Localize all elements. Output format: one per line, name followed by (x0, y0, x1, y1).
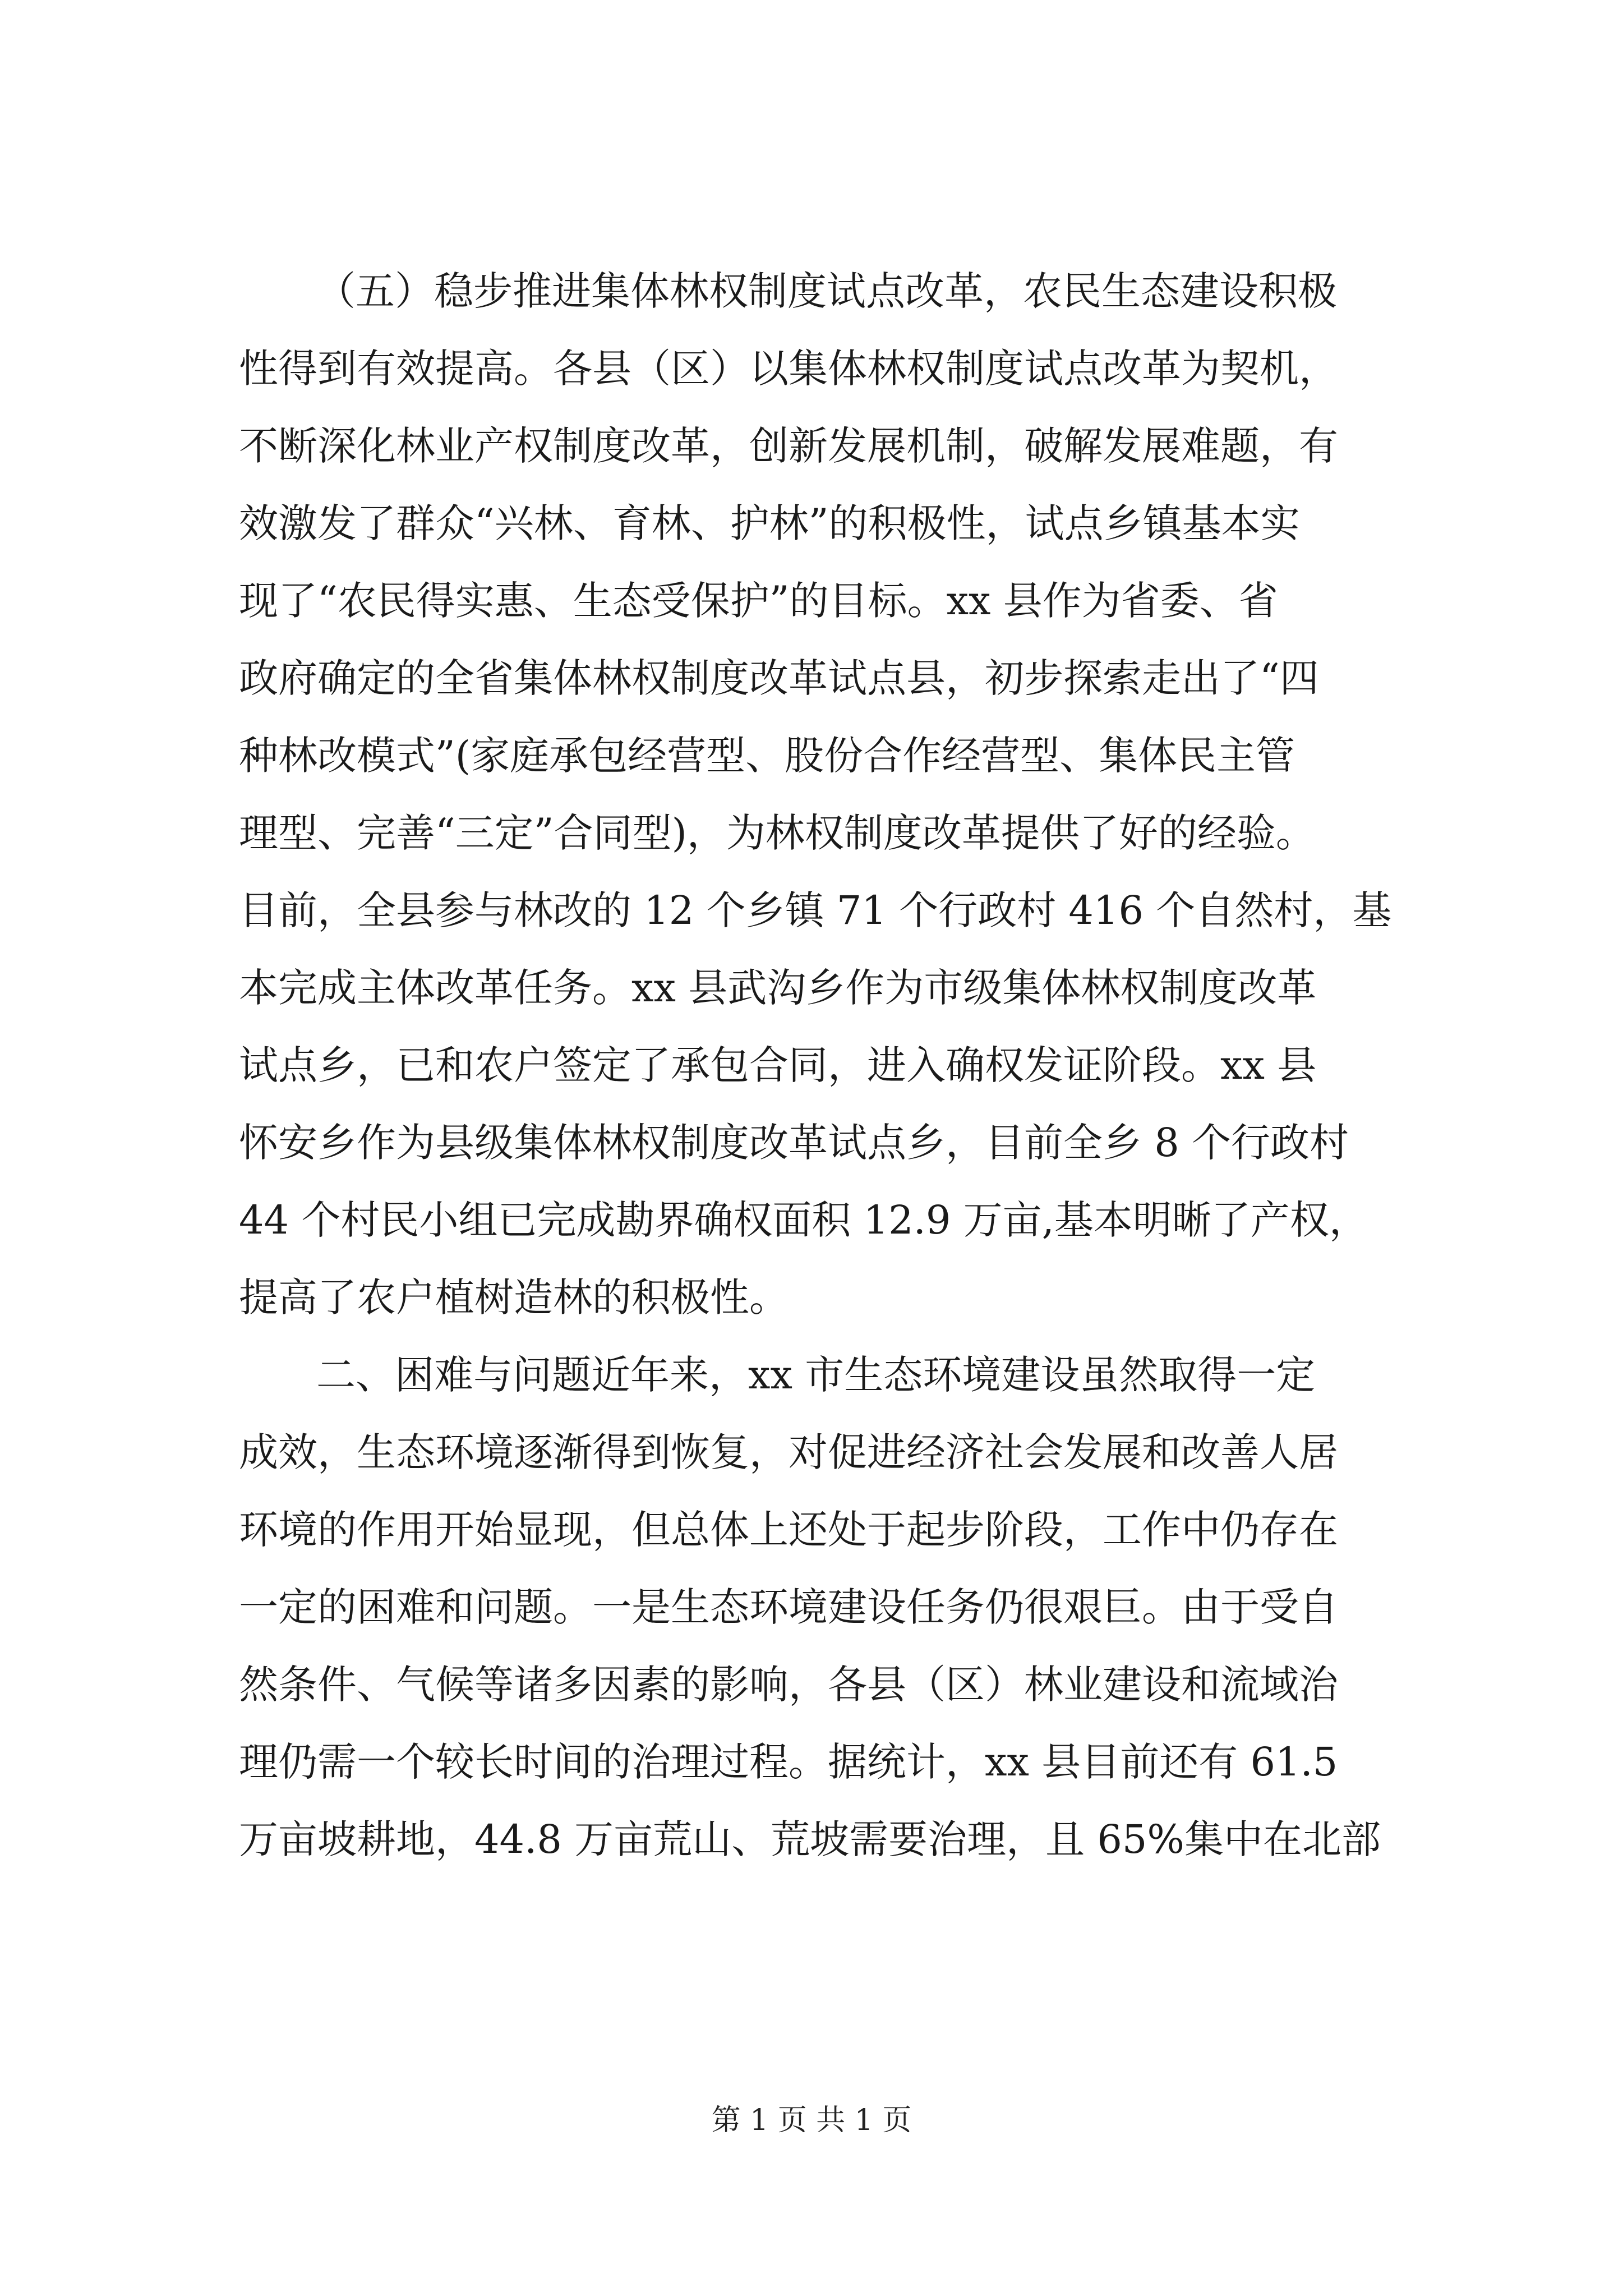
paragraph-2 (239, 1336, 1417, 1878)
paragraph-line: 性得到有效提高。各县（区）以集体林权制度试点改革为契机， (239, 346, 1338, 392)
paragraph-line: （五）稳步推进集体林权制度试点改革，农民生态建设积极 (316, 268, 1337, 314)
paragraph-line: 理仍需一个较长时间的治理过程。据统计，xx 县目前还有 61.5 (239, 1739, 1338, 1785)
paragraph-line: 44 个村民小组已完成勘界确权面积 12.9 万亩,基本明晰了产权， (239, 1197, 1368, 1243)
paragraph-line: 目前，全县参与林改的 12 个乡镇 71 个行政村 416 个自然村，基 (239, 887, 1392, 933)
paragraph-line: 提高了农户植树造林的积极性。 (239, 1274, 789, 1320)
paragraph-line: 然条件、气候等诸多因素的影响，各县（区）林业建设和流域治 (239, 1662, 1338, 1708)
paragraph-line: 一定的困难和问题。一是生态环境建设任务仍很艰巨。由于受自 (239, 1584, 1338, 1630)
paragraph-line: 不断深化林业产权制度改革，创新发展机制，破解发展难题，有 (239, 423, 1338, 469)
paragraph-line: 试点乡，已和农户签定了承包合同，进入确权发证阶段。xx 县 (239, 1042, 1317, 1088)
paragraph-line: 现了“农民得实惠、生态受保护”的目标。xx 县作为省委、省 (239, 578, 1278, 624)
paragraph-line: 理型、完善“三定”合同型)，为林权制度改革提供了好的经验。 (239, 810, 1315, 856)
page-footer: 第 1 页 共 1 页 (711, 2104, 912, 2137)
paragraph-line: 二、困难与问题近年来，xx 市生态环境建设虽然取得一定 (316, 1352, 1316, 1398)
paragraph-line: 成效，生态环境逐渐得到恢复，对促进经济社会发展和改善人居 (239, 1429, 1338, 1475)
document-body (239, 252, 1417, 1878)
paragraph-line: 万亩坡耕地，44.8 万亩荒山、荒坡需要治理，且 65%集中在北部 (239, 1816, 1381, 1862)
paragraph-1 (239, 252, 1417, 1336)
paragraph-line: 环境的作用开始显现，但总体上还处于起步阶段，工作中仍存在 (239, 1507, 1338, 1553)
paragraph-line: 种林改模式”(家庭承包经营型、股份合作经营型、集体民主管 (239, 733, 1295, 779)
paragraph-line: 怀安乡作为县级集体林权制度改革试点乡，目前全乡 8 个行政村 (239, 1120, 1349, 1166)
paragraph-line: 本完成主体改革任务。xx 县武沟乡作为市级集体林权制度改革 (239, 965, 1317, 1011)
paragraph-line: 政府确定的全省集体林权制度改革试点县，初步探索走出了“四 (239, 655, 1319, 701)
paragraph-line: 效激发了群众“兴林、育林、护林”的积极性，试点乡镇基本实 (239, 500, 1300, 546)
